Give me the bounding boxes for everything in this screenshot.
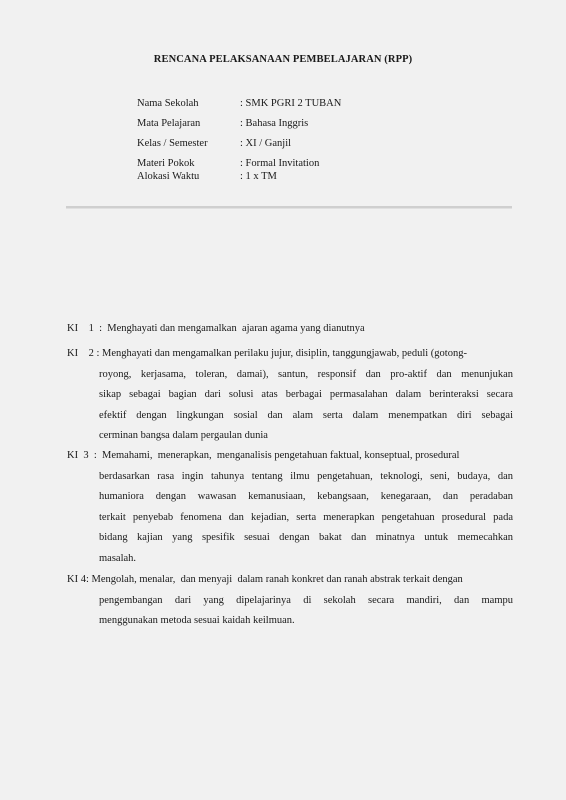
ki-2-line: royong, kerjasama, toleran, damai), santun, responsif dan pro-aktif dan menunjukan [99, 368, 513, 380]
ki-3-line: terkait penyebab fenomena dan kejadian, serta menerapkan pengetahuan prosedural pada [99, 511, 513, 523]
identity-value: : 1 x TM [240, 171, 277, 182]
ki-2-line: cerminan bangsa dalam pergaulan dunia [99, 430, 268, 442]
identity-value: : Formal Invitation [240, 158, 320, 169]
identity-label: Alokasi Waktu [137, 171, 200, 182]
identity-row-subject [137, 117, 341, 130]
identity-label: Kelas / Semester [137, 138, 208, 149]
document-title: RENCANA PELAKSANAAN PEMBELAJARAN (RPP) [153, 54, 413, 65]
ki-1-line: KI 1 : Menghayati dan mengamalkan ajaran agama yang dianutnya [67, 323, 365, 334]
ki-2 [67, 344, 513, 447]
ki-3-line: masalah. [99, 552, 137, 564]
ki-3-line: KI 3 : Memahami, menerapkan, menganalisis pengetahuan faktual, konseptual, prosedural [67, 450, 460, 461]
identity-row-topic [137, 157, 341, 170]
ki-3-line: berdasarkan rasa ingin tahunya tentang ilmu pengetahuan, teknologi, seni, budaya, dan [99, 470, 513, 482]
identity-value: : XI / Ganjil [240, 138, 292, 149]
identity-value: : Bahasa Inggris [240, 118, 309, 129]
identity-value: : SMK PGRI 2 TUBAN [240, 98, 342, 109]
ki-2-line: sikap sebagai bagian dari solusi atas berbagai permasalahan dalam berinteraksi secara [99, 389, 513, 401]
ki-4 [67, 570, 513, 632]
ki-3-line: bidang kajian yang spesifik sesuai dengan bakat dan minatnya untuk memecahkan [99, 532, 513, 544]
ki-3 [67, 446, 513, 570]
ki-4-line: menggunakan metoda sesuai kaidah keilmuan. [99, 615, 295, 627]
identity-label: Materi Pokok [137, 158, 195, 169]
identity-label: Mata Pelajaran [137, 118, 201, 129]
ki-2-line: KI 2 : Menghayati dan mengamalkan perilaku jujur, disiplin, tanggungjawab, peduli (gotong- [67, 348, 467, 359]
ki-3-line: humaniora dengan wawasan kemanusiaan, kebangsaan, kenegaraan, dan peradaban [99, 491, 513, 503]
ki-2-line: efektif dengan lingkungan sosial dan alam serta dalam menempatkan diri sebagai [99, 409, 513, 421]
ki-4-line: pengembangan dari yang dipelajarinya di sekolah secara mandiri, dan mampu [99, 594, 513, 606]
ki-1 [67, 319, 513, 340]
ki-4-line: KI 4: Mengolah, menalar, dan menyaji dalam ranah konkret dan ranah abstrak terkait dengan [67, 574, 463, 585]
header-divider [66, 206, 512, 209]
identity-row-time [137, 170, 341, 183]
identity-label: Nama Sekolah [137, 98, 199, 109]
identity-table [137, 97, 341, 183]
identity-row-class [137, 137, 341, 150]
identity-row-school [137, 97, 341, 110]
